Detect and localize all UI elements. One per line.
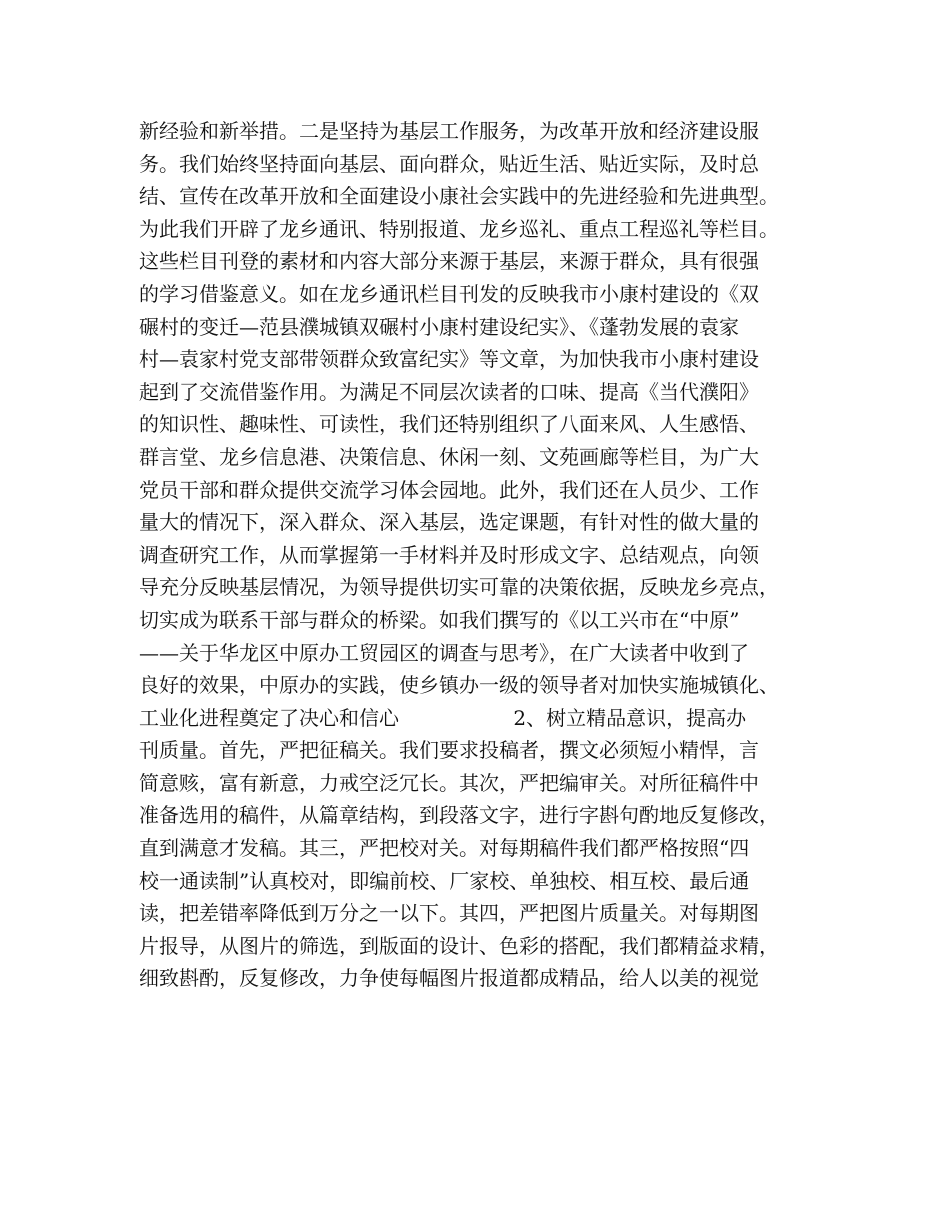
text-line: 调查研究工作，从而掌握第一手材料并及时形成文字、总结观点，向领 [139,542,759,567]
text-line: 切实成为联系干部与群众的桥梁。如我们撰写的《以工兴市在“中原” [139,607,740,632]
text-line: 务。我们始终坚持面向基层、面向群众，贴近生活、贴近实际，及时总 [139,151,759,176]
text-line: 群言堂、龙乡信息港、决策信息、休闲一刻、文苑画廊等栏目，为广大 [139,444,759,469]
text-line: 新经验和新举措。二是坚持为基层工作服务，为改革开放和经济建设服 [139,119,759,143]
text-line: 准备选用的稿件，从篇章结构，到段落文字，进行字斟句酌地反复修改， [139,803,779,828]
text-line: 校一通读制”认真校对，即编前校、厂家校、单独校、相互校、最后通 [139,868,750,893]
text-line: 起到了交流借鉴作用。为满足不同层次读者的口味、提高《当代濮阳》 [139,379,759,404]
text-line: 的知识性、趣味性、可读性，我们还特别组织了八面来风、人生感悟、 [139,412,759,437]
text-line: 细致斟酌，反复修改，力争使每幅图片报道都成精品，给人以美的视觉 [139,966,759,991]
text-line: 的学习借鉴意义。如在龙乡通讯栏目刊发的反映我市小康村建设的《双 [139,281,759,306]
text-line: 村—袁家村党支部带领群众致富纪实》等文章，为加快我市小康村建设 [139,347,759,372]
text-line: 导充分反映基层情况，为领导提供切实可靠的决策依据，反映龙乡亮点， [139,575,779,600]
text-line: 量大的情况下，深入群众、深入基层，选定课题，有针对性的做大量的 [139,510,759,535]
text-line: 结、宣传在改革开放和全面建设小康社会实践中的先进经验和先进典型。 [139,184,779,209]
text-line: 简意赅，富有新意，力戒空泛冗长。其次，严把编审关。对所征稿件中 [139,770,759,795]
text-line: 工业化进程奠定了决心和信心 2、树立精品意识，提高办 [139,705,747,730]
text-line: 党员干部和群众提供交流学习体会园地。此外，我们还在人员少、工作 [139,477,759,502]
body-text [139,115,839,995]
text-line: 刊质量。首先，严把征稿关。我们要求投稿者，撰文必须短小精悍，言 [139,738,759,763]
text-line: ——关于华龙区中原办工贸园区的调查与思考》，在广大读者中收到了 [139,640,749,665]
text-line: 为此我们开辟了龙乡通讯、特别报道、龙乡巡礼、重点工程巡礼等栏目。 [139,216,779,241]
text-line: 良好的效果，中原办的实践，使乡镇办一级的领导者对加快实施城镇化、 [139,673,779,698]
text-line: 片报导，从图片的筛选，到版面的设计、色彩的搭配，我们都精益求精， [139,933,779,958]
text-line: 读，把差错率降低到万分之一以下。其四，严把图片质量关。对每期图 [139,901,759,926]
text-line: 碾村的变迁—范县濮城镇双碾村小康村建设纪实》、《蓬勃发展的袁家 [139,314,739,339]
text-line: 这些栏目刊登的素材和内容大部分来源于基层，来源于群众，具有很强 [139,249,759,274]
text-line: 直到满意才发稿。其三，严把校对关。对每期稿件我们都严格按照“四 [139,836,750,861]
